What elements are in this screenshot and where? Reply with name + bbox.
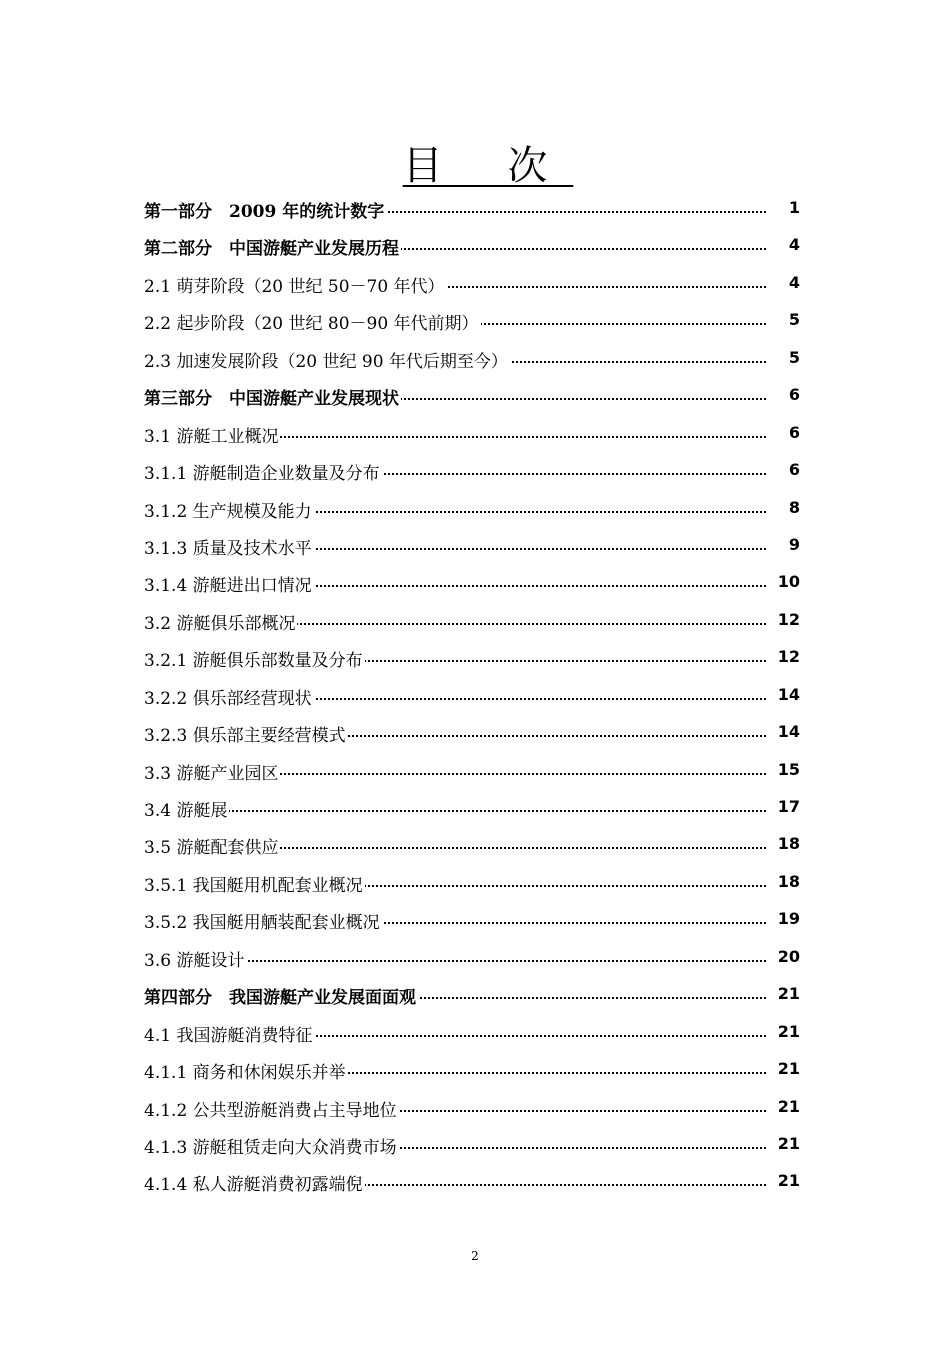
toc-entry[interactable] xyxy=(144,1089,804,1126)
toc-entry-label: 3.2.3 俱乐部主要经营模式 xyxy=(144,721,348,746)
dot-leader xyxy=(144,810,766,812)
toc-entry-page: 4 xyxy=(788,272,800,292)
toc-entry-label: 4.1.4 私人游艇消费初露端倪 xyxy=(144,1170,365,1195)
toc-entry[interactable] xyxy=(144,1126,804,1163)
toc-entry-label: 3.5.2 我国艇用舾装配套业概况 xyxy=(144,908,382,933)
toc-entry[interactable] xyxy=(144,227,804,264)
toc-entry-page: 21 xyxy=(777,1171,800,1191)
toc-entry-page: 17 xyxy=(777,797,800,816)
toc-entry-page: 5 xyxy=(788,347,800,367)
toc-entry-page: 21 xyxy=(777,1059,800,1079)
toc-entry-page: 12 xyxy=(777,609,800,629)
toc-entry[interactable] xyxy=(144,1051,804,1088)
toc-entry-label: 4.1 我国游艇消费特征 xyxy=(144,1021,314,1046)
toc-entry-label: 第二部分 中国游艇产业发展历程 xyxy=(144,234,401,259)
toc-entry[interactable] xyxy=(144,265,804,302)
toc-entry[interactable] xyxy=(144,976,804,1013)
toc-entry-page: 6 xyxy=(788,422,800,442)
toc-entry-label: 3.1.1 游艇制造企业数量及分布 xyxy=(144,459,382,484)
toc-entry-page: 6 xyxy=(788,385,800,405)
toc-entry[interactable] xyxy=(144,302,804,339)
page-title: 目 次 xyxy=(402,143,574,189)
toc-entry-page: 9 xyxy=(788,534,800,554)
toc-entry[interactable] xyxy=(144,340,804,377)
toc-entry-page: 12 xyxy=(777,647,800,667)
toc-entry-label: 3.1.3 质量及技术水平 xyxy=(144,534,314,559)
toc-entry[interactable] xyxy=(144,1014,804,1051)
toc-entry-label: 3.2.2 俱乐部经营现状 xyxy=(144,684,314,709)
toc-entry-label: 第三部分 中国游艇产业发展现状 xyxy=(144,384,401,409)
toc-entry[interactable] xyxy=(144,527,804,564)
toc-entry[interactable] xyxy=(144,377,804,414)
toc-entry-label: 第一部分 2009 年的统计数字 xyxy=(144,197,386,222)
toc-entry[interactable] xyxy=(144,789,804,826)
toc-entry[interactable] xyxy=(144,639,804,676)
toc-entry-label: 3.1 游艇工业概况 xyxy=(144,422,280,447)
toc-entry[interactable] xyxy=(144,714,804,751)
toc-entry-page: 21 xyxy=(777,984,800,1004)
toc-entry-page: 6 xyxy=(788,460,800,480)
toc-entry[interactable] xyxy=(144,190,804,227)
toc-entry-page: 21 xyxy=(777,1133,800,1153)
toc-entry-page: 18 xyxy=(777,871,800,891)
toc-entry-label: 3.1.2 生产规模及能力 xyxy=(144,497,314,522)
toc-entry-page: 8 xyxy=(788,497,800,517)
toc-entry-page: 14 xyxy=(777,684,800,704)
toc-entry-label: 4.1.1 商务和休闲娱乐并举 xyxy=(144,1058,348,1083)
toc-entry-label: 3.5.1 我国艇用机配套业概况 xyxy=(144,871,365,896)
toc-entry-label: 2.1 萌芽阶段（20 世纪 50－70 年代） xyxy=(144,272,447,297)
toc-entry[interactable] xyxy=(144,415,804,452)
toc-entry[interactable] xyxy=(144,939,804,976)
toc-entry[interactable] xyxy=(144,752,804,789)
toc-entry-label: 3.2 游艇俱乐部概况 xyxy=(144,609,297,634)
toc-entry[interactable] xyxy=(144,564,804,601)
toc-entry-page: 5 xyxy=(788,310,800,330)
toc-entry-label: 3.3 游艇产业园区 xyxy=(144,759,280,784)
toc-entry[interactable] xyxy=(144,677,804,714)
toc-entry-label: 3.1.4 游艇进出口情况 xyxy=(144,571,314,596)
toc-entry-label: 3.2.1 游艇俱乐部数量及分布 xyxy=(144,646,365,671)
toc-entry[interactable] xyxy=(144,864,804,901)
toc-entry-page: 10 xyxy=(777,572,800,592)
toc-entry-page: 20 xyxy=(777,946,800,966)
toc-entry-page: 14 xyxy=(777,722,800,742)
toc-entry-label: 3.4 游艇展 xyxy=(144,796,229,821)
toc-entry[interactable] xyxy=(144,602,804,639)
toc-entry[interactable] xyxy=(144,1163,804,1200)
toc-entry-page: 21 xyxy=(777,1021,800,1041)
page-number: 2 xyxy=(471,1249,479,1263)
toc-entry-page: 1 xyxy=(788,198,800,217)
toc-entry[interactable] xyxy=(144,901,804,938)
toc-entry-page: 15 xyxy=(777,759,800,779)
toc-entry-label: 2.2 起步阶段（20 世纪 80－90 年代前期） xyxy=(144,309,481,334)
toc-list xyxy=(144,190,804,1201)
toc-entry-label: 4.1.2 公共型游艇消费占主导地位 xyxy=(144,1096,399,1121)
toc-entry-label: 3.6 游艇设计 xyxy=(144,946,246,971)
toc-entry[interactable] xyxy=(144,826,804,863)
toc-entry-page: 4 xyxy=(788,235,800,255)
toc-entry-label: 4.1.3 游艇租赁走向大众消费市场 xyxy=(144,1133,399,1158)
toc-entry[interactable] xyxy=(144,490,804,527)
toc-entry[interactable] xyxy=(144,452,804,489)
toc-entry-page: 21 xyxy=(777,1096,800,1116)
toc-entry-label: 2.3 加速发展阶段（20 世纪 90 年代后期至今） xyxy=(144,347,510,372)
toc-entry-page: 19 xyxy=(777,909,800,929)
toc-entry-label: 3.5 游艇配套供应 xyxy=(144,833,280,858)
toc-entry-page: 18 xyxy=(777,834,800,854)
toc-entry-label: 第四部分 我国游艇产业发展面面观 xyxy=(144,983,418,1008)
